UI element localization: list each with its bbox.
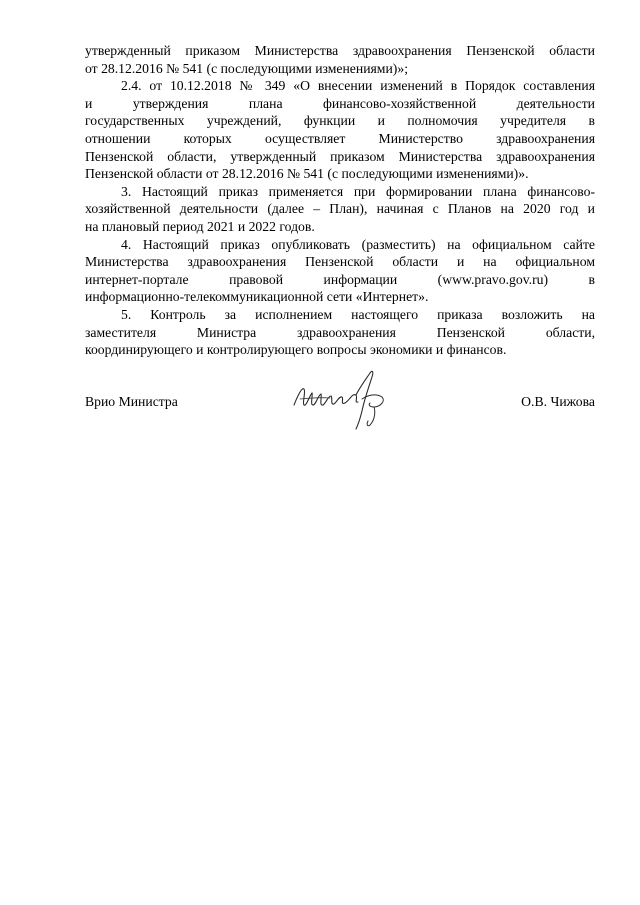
document-body (85, 42, 595, 359)
document-line: 3. Настоящий приказ применяется при формировании плана финансово- (121, 183, 595, 199)
handwritten-signature (290, 365, 400, 433)
document-line: государственных учреждений, функции и полномочия учредителя в (85, 113, 595, 129)
document-line: 4. Настоящий приказ опубликовать (разместить) на официальном сайте (121, 236, 595, 252)
signature-block (85, 387, 595, 447)
document-line: интернет-портале правовой информации (www.pravo.gov.ru) в (85, 271, 595, 287)
document-line: хозяйственной деятельности (далее – План), начиная с Планов на 2020 год и (85, 201, 595, 217)
document-line: Пензенской области от 28.12.2016 № 541 (с последующими изменениями)». (85, 166, 529, 182)
document-line: координирующего и контролирующего вопросы экономики и финансов. (85, 342, 507, 358)
document-line: 5. Контроль за исполнением настоящего приказа возложить на (121, 306, 595, 322)
signatory-position: Врио Министра (85, 394, 178, 409)
document-line: отношении которых осуществляет Министерство здравоохранения (85, 130, 595, 146)
document-line: информационно-телекоммуникационной сети «Интернет». (85, 289, 429, 305)
document-line: от 28.12.2016 № 541 (с последующими изменениями)»; (85, 60, 408, 76)
document-line: на плановый период 2021 и 2022 годов. (85, 218, 315, 234)
document-line: утвержденный приказом Министерства здравоохранения Пензенской области (85, 43, 595, 58)
document-line: Пензенской области, утвержденный приказом Министерства здравоохранения (85, 148, 595, 164)
document-line: Министерства здравоохранения Пензенской области и на официальном (85, 254, 595, 270)
document-line: 2.4. от 10.12.2018 № 349 «О внесении изменений в Порядок составления (121, 78, 595, 94)
document-line: заместителя Министра здравоохранения Пензенской области, (85, 324, 595, 340)
document-line: и утверждения плана финансово-хозяйственной деятельности (85, 95, 595, 111)
signatory-name: О.В. Чижова (521, 394, 595, 409)
